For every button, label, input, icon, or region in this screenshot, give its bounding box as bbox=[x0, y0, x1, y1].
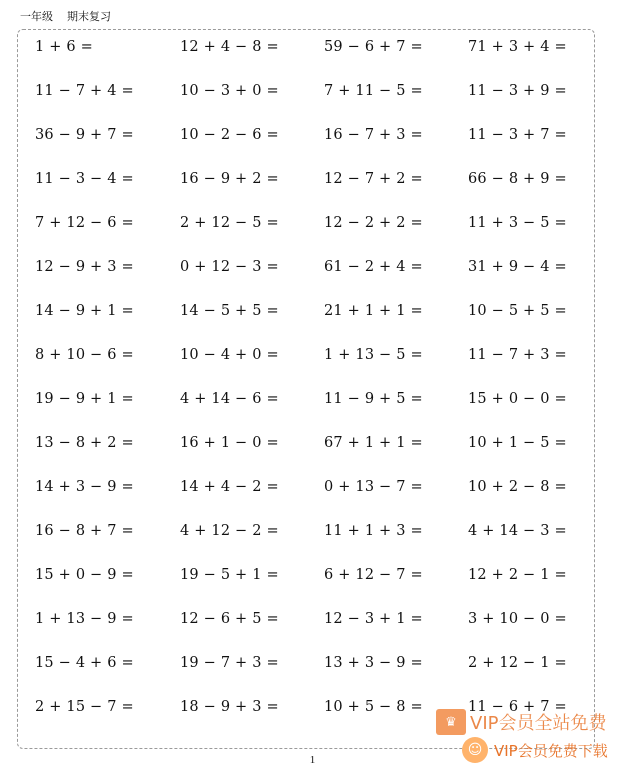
math-problem: 15 + 0 − 0 = bbox=[468, 391, 567, 407]
crown-icon: ♛ bbox=[436, 709, 466, 735]
math-problem: 1 + 6 = bbox=[35, 39, 93, 55]
math-problem: 61 − 2 + 4 = bbox=[324, 259, 423, 275]
problem-grid bbox=[35, 37, 595, 741]
math-problem: 36 − 9 + 7 = bbox=[35, 127, 134, 143]
math-problem: 11 − 9 + 5 = bbox=[324, 391, 423, 407]
watermark-text-bottom: VIP会员免费下载 bbox=[494, 741, 608, 760]
math-problem: 0 + 13 − 7 = bbox=[324, 479, 423, 495]
math-problem: 11 − 7 + 3 = bbox=[468, 347, 567, 363]
math-problem: 6 + 12 − 7 = bbox=[324, 567, 423, 583]
math-problem: 2 + 12 − 1 = bbox=[468, 655, 567, 671]
math-problem: 10 − 4 + 0 = bbox=[180, 347, 279, 363]
grade-label: 一年级 bbox=[20, 10, 53, 23]
math-problem: 2 + 12 − 5 = bbox=[180, 215, 279, 231]
math-problem: 12 − 2 + 2 = bbox=[324, 215, 423, 231]
math-problem: 59 − 6 + 7 = bbox=[324, 39, 423, 55]
math-problem: 7 + 11 − 5 = bbox=[324, 83, 423, 99]
math-problem: 16 − 8 + 7 = bbox=[35, 523, 134, 539]
page-number: 1 bbox=[309, 754, 316, 766]
watermark-text-top: VIP会员全站免费 bbox=[470, 713, 607, 734]
math-problem: 10 + 5 − 8 = bbox=[324, 699, 423, 715]
math-problem: 66 − 8 + 9 = bbox=[468, 171, 567, 187]
math-problem: 12 − 6 + 5 = bbox=[180, 611, 279, 627]
math-problem: 15 + 0 − 9 = bbox=[35, 567, 134, 583]
watermark-banner[interactable] bbox=[436, 709, 606, 735]
math-problem: 1 + 13 − 9 = bbox=[35, 611, 134, 627]
math-problem: 31 + 9 − 4 = bbox=[468, 259, 567, 275]
math-problem: 16 − 7 + 3 = bbox=[324, 127, 423, 143]
math-problem: 2 + 15 − 7 = bbox=[35, 699, 134, 715]
math-problem: 13 − 8 + 2 = bbox=[35, 435, 134, 451]
math-problem: 10 − 2 − 6 = bbox=[180, 127, 279, 143]
vip-download-link[interactable] bbox=[462, 737, 608, 763]
math-problem: 18 − 9 + 3 = bbox=[180, 699, 279, 715]
math-problem: 21 + 1 + 1 = bbox=[324, 303, 423, 319]
math-problem: 11 − 3 + 9 = bbox=[468, 83, 567, 99]
math-problem: 16 + 1 − 0 = bbox=[180, 435, 279, 451]
math-problem: 11 + 3 − 5 = bbox=[468, 215, 567, 231]
math-problem: 13 + 3 − 9 = bbox=[324, 655, 423, 671]
math-problem: 67 + 1 + 1 = bbox=[324, 435, 423, 451]
math-problem: 14 + 4 − 2 = bbox=[180, 479, 279, 495]
worksheet-frame bbox=[17, 29, 595, 749]
math-problem: 4 + 14 − 3 = bbox=[468, 523, 567, 539]
math-problem: 11 − 7 + 4 = bbox=[35, 83, 134, 99]
math-problem: 19 − 5 + 1 = bbox=[180, 567, 279, 583]
math-problem: 10 + 1 − 5 = bbox=[468, 435, 567, 451]
math-problem: 10 − 3 + 0 = bbox=[180, 83, 279, 99]
math-problem: 14 − 5 + 5 = bbox=[180, 303, 279, 319]
math-problem: 12 − 3 + 1 = bbox=[324, 611, 423, 627]
smile-icon: ☺ bbox=[462, 737, 488, 763]
math-problem: 8 + 10 − 6 = bbox=[35, 347, 134, 363]
math-problem: 4 + 12 − 2 = bbox=[180, 523, 279, 539]
math-problem: 3 + 10 − 0 = bbox=[468, 611, 567, 627]
math-problem: 12 − 9 + 3 = bbox=[35, 259, 134, 275]
math-problem: 11 + 1 + 3 = bbox=[324, 523, 423, 539]
math-problem: 11 − 3 − 4 = bbox=[35, 171, 134, 187]
math-problem: 0 + 12 − 3 = bbox=[180, 259, 279, 275]
math-problem: 19 − 9 + 1 = bbox=[35, 391, 134, 407]
math-problem: 12 + 4 − 8 = bbox=[180, 39, 279, 55]
math-problem: 4 + 14 − 6 = bbox=[180, 391, 279, 407]
math-problem: 14 + 3 − 9 = bbox=[35, 479, 134, 495]
math-problem: 1 + 13 − 5 = bbox=[324, 347, 423, 363]
math-problem: 7 + 12 − 6 = bbox=[35, 215, 134, 231]
math-problem: 14 − 9 + 1 = bbox=[35, 303, 134, 319]
topic-label: 期末复习 bbox=[67, 10, 111, 23]
math-problem: 10 − 5 + 5 = bbox=[468, 303, 567, 319]
math-problem: 11 − 6 + 7 = bbox=[468, 699, 567, 715]
math-problem: 12 + 2 − 1 = bbox=[468, 567, 567, 583]
math-problem: 12 − 7 + 2 = bbox=[324, 171, 423, 187]
math-problem: 11 − 3 + 7 = bbox=[468, 127, 567, 143]
math-problem: 10 + 2 − 8 = bbox=[468, 479, 567, 495]
page-header bbox=[20, 8, 111, 24]
math-problem: 19 − 7 + 3 = bbox=[180, 655, 279, 671]
math-problem: 71 + 3 + 4 = bbox=[468, 39, 567, 55]
math-problem: 15 − 4 + 6 = bbox=[35, 655, 134, 671]
math-problem: 16 − 9 + 2 = bbox=[180, 171, 279, 187]
